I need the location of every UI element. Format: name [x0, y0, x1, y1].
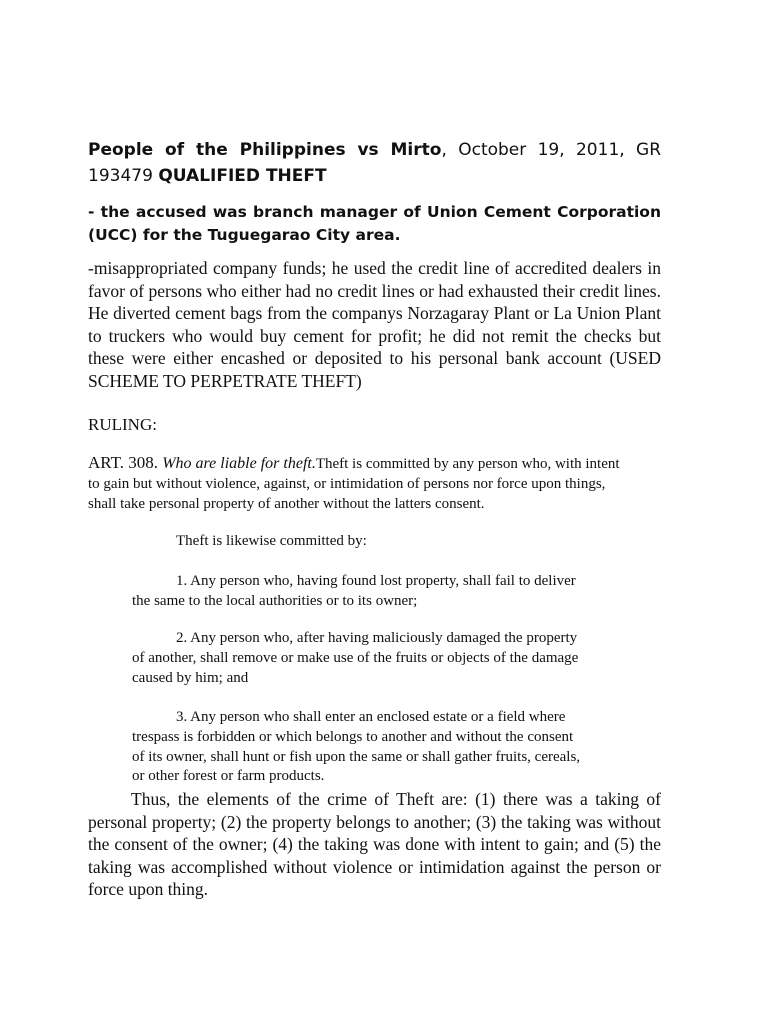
- likewise-line: Theft is likewise committed by:: [176, 533, 367, 549]
- article-number: ART. 308.: [88, 453, 163, 472]
- case-heading: [88, 137, 661, 189]
- article-body: Theft is committed by any person who, with intent to gain but without violence, against, or intimidation of persons nor force upon things, shall take personal property of another without the latters consent.: [88, 456, 620, 512]
- item-2-line-1: 2. Any person who, after having maliciously damaged the property: [176, 630, 578, 646]
- case-name: People of the Philippines vs Mirto: [88, 140, 442, 160]
- crime-title: QUALIFIED THEFT: [158, 166, 327, 186]
- item-1-line-2: the same to the local authorities or to its owner;: [132, 593, 418, 609]
- article-308-paragraph: [88, 453, 623, 514]
- article-title: Who are liable for theft.: [162, 455, 316, 472]
- accused-paragraph: - the accused was branch manager of Union Cement Corporation (UCC) for the Tuguegarao City area.: [88, 203, 661, 244]
- ruling-label: RULING:: [88, 415, 157, 434]
- item-2-line-2: of another, shall remove or make use of the fruits or objects of the damage: [132, 650, 579, 666]
- facts-paragraph: -misappropriated company funds; he used the credit line of accredited dealers in favor of persons who either had no credit lines or had exhausted their credit lines. He diverted cement bags from the companys Norzagaray Plant or La Union Plant to truckers who would buy cement for profit; he did not remit the checks but these were either encashed or deposited to his personal bank account (USED SCHEME TO PERPETRATE THEFT): [88, 258, 661, 391]
- item-3-line-2: trespass is forbidden or which belongs to another and without the consent: [132, 729, 574, 745]
- item-3-line-3: of its owner, shall hunt or fish upon the same or shall gather fruits, cereals,: [132, 749, 581, 765]
- item-3-line-1: 3. Any person who shall enter an enclosed estate or a field where: [176, 709, 566, 725]
- item-3-line-4: or other forest or farm products.: [132, 768, 325, 784]
- case-date-reference: , October 19, 2011, GR 193479: [88, 140, 662, 186]
- item-2-line-3: caused by him; and: [132, 670, 249, 686]
- item-1-line-1: 1. Any person who, having found lost property, shall fail to deliver: [176, 573, 576, 589]
- elements-paragraph: Thus, the elements of the crime of Theft are: (1) there was a taking of personal property; (2) the property belongs to another; (3) the taking was without the consent of the owner; (4) the taking was done with intent to gain; and (5) the taking was accomplished without violence or intimidation against the person or force upon thing.: [88, 789, 661, 899]
